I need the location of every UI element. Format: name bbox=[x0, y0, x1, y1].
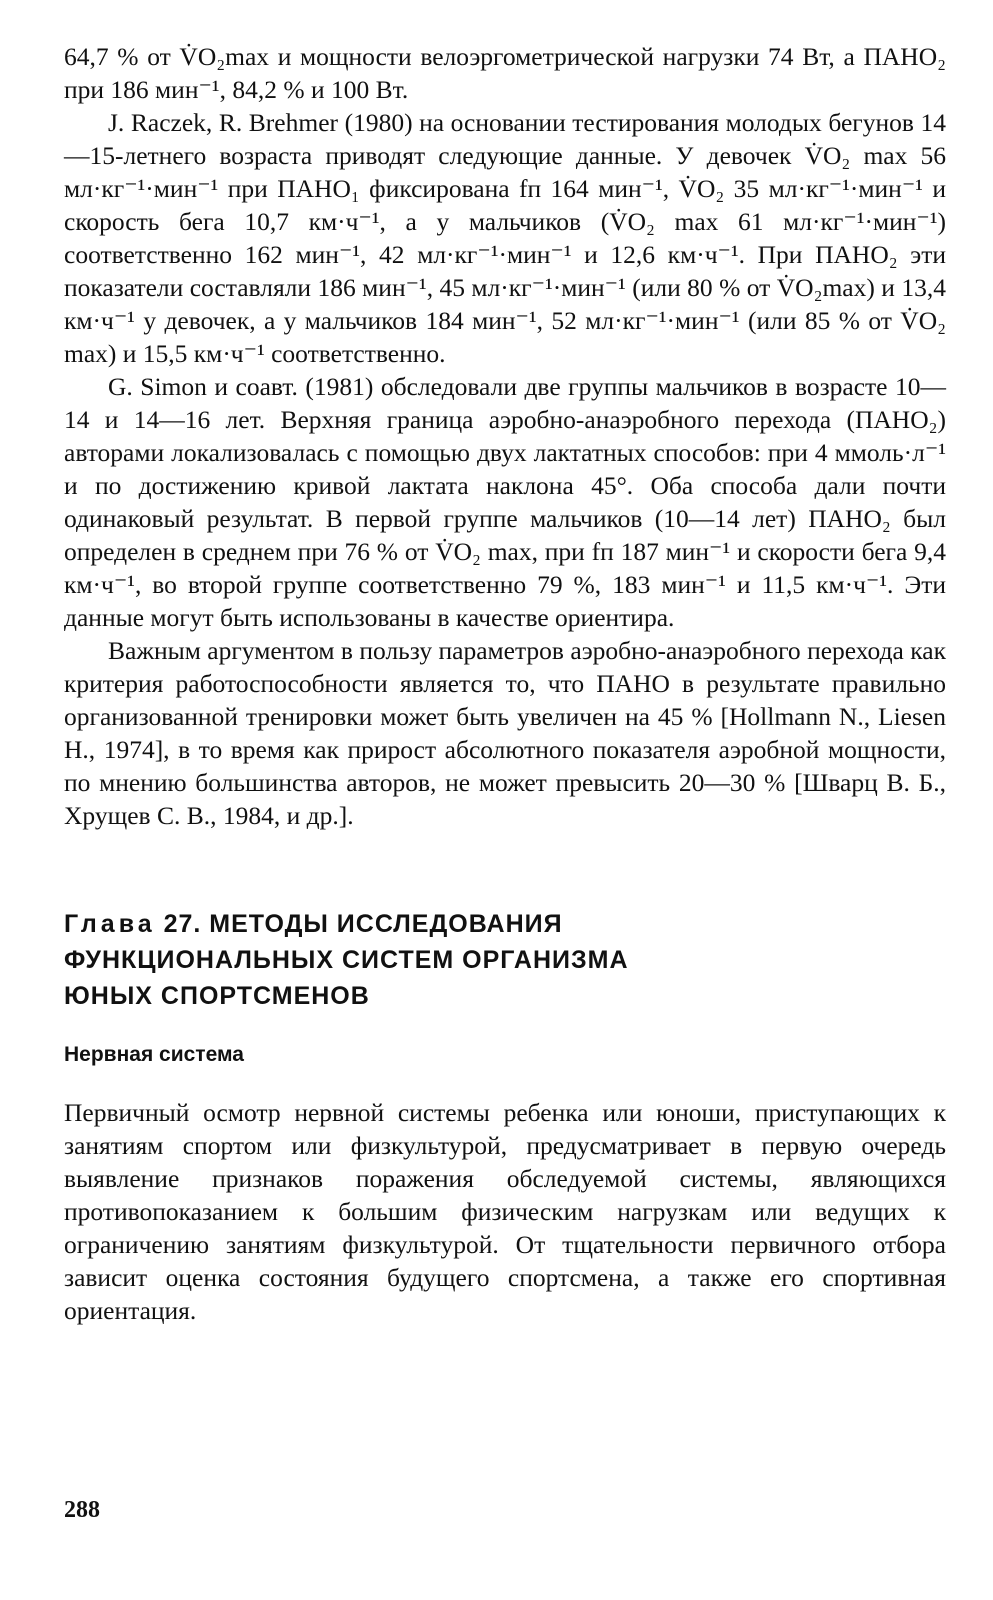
chapter-label: Глава bbox=[64, 910, 156, 938]
paragraph-2: J. Raczek, R. Brehmer (1980) на основании тестирования молодых бегунов 14—15-летнего возраста приводят следующие данные. У девочек V̇O₂ max 56 мл·кг⁻¹·мин⁻¹ при ПАНО₁ фиксирована fп 164 мин⁻¹, V̇O₂ 35 мл·кг⁻¹·мин⁻¹ и скорость бега 10,7 км·ч⁻¹, а у мальчиков (V̇O₂ max 61 мл·кг⁻¹·мин⁻¹) соответственно 162 мин⁻¹, 42 мл·кг⁻¹·мин⁻¹ и 12,6 км·ч⁻¹. При ПАНО₂ эти показатели составляли 186 мин⁻¹, 45 мл·кг⁻¹·мин⁻¹ (или 80 % от V̇O₂max) и 13,4 км·ч⁻¹ у девочек, а у мальчиков 184 мин⁻¹, 52 мл·кг⁻¹·мин⁻¹ (или 85 % от V̇O₂ max) и 15,5 км·ч⁻¹ соответственно. bbox=[64, 108, 946, 368]
chapter-title-line-1 bbox=[64, 906, 946, 942]
chapter-title-line-3: ЮНЫХ СПОРТСМЕНОВ bbox=[64, 982, 370, 1010]
section-paragraph: Первичный осмотр нервной системы ребенка или юноши, приступающих к занятиям спортом или физкультурой, предусматривает в первую очередь выявление признаков поражения обследуемой системы, являющихся противопоказанием к большим физическим нагрузкам или ведущих к ограничению занятиям физкультурой. От тщательности первичного отбора зависит оценка состояния будущего спортсмена, а также его спортивная ориентация. bbox=[64, 1098, 946, 1325]
page-body bbox=[64, 40, 946, 1327]
section-heading: Нервная система bbox=[64, 1043, 244, 1066]
chapter-title-part-1: 27. МЕТОДЫ ИССЛЕДОВАНИЯ bbox=[155, 910, 563, 938]
paragraph-3: G. Simon и соавт. (1981) обследовали две группы мальчиков в возрасте 10—14 и 14—16 лет. Верхняя граница аэробно-анаэробного перехода (ПАНО₂) авторами локализовалась с помощью двух лактатных способов: при 4 ммоль·л⁻¹ и по достижению кривой лактата наклона 45°. Оба способа дали почти одинаковый результат. В первой группе мальчиков (10—14 лет) ПАНО₂ был определен в среднем при 76 % от V̇O₂ max, при fп 187 мин⁻¹ и скорости бега 9,4 км·ч⁻¹, во второй группе соответственно 79 %, 183 мин⁻¹ и 11,5 км·ч⁻¹. Эти данные могут быть использованы в качестве ориентира. bbox=[64, 372, 946, 632]
chapter-title-line-2: ФУНКЦИОНАЛЬНЫХ СИСТЕМ ОРГАНИЗМА bbox=[64, 946, 629, 974]
paragraph-4: Важным аргументом в пользу параметров аэробно-анаэробного перехода как критерия работоспособности является то, что ПАНО в результате правильно организованной тренировки может быть увеличен на 45 % [Hollmann N., Liesen H., 1974], в то время как прирост абсолютного показателя аэробной мощности, по мнению большинства авторов, не может превысить 20—30 % [Шварц В. Б., Хрущев С. В., 1984, и др.]. bbox=[64, 636, 946, 830]
chapter-heading bbox=[64, 906, 946, 1014]
page-number: 288 bbox=[64, 1497, 100, 1523]
paragraph-1: 64,7 % от V̇O₂max и мощности велоэргометрической нагрузки 74 Вт, а ПАНО₂ при 186 мин⁻¹, 84,2 % и 100 Вт. bbox=[64, 42, 946, 104]
